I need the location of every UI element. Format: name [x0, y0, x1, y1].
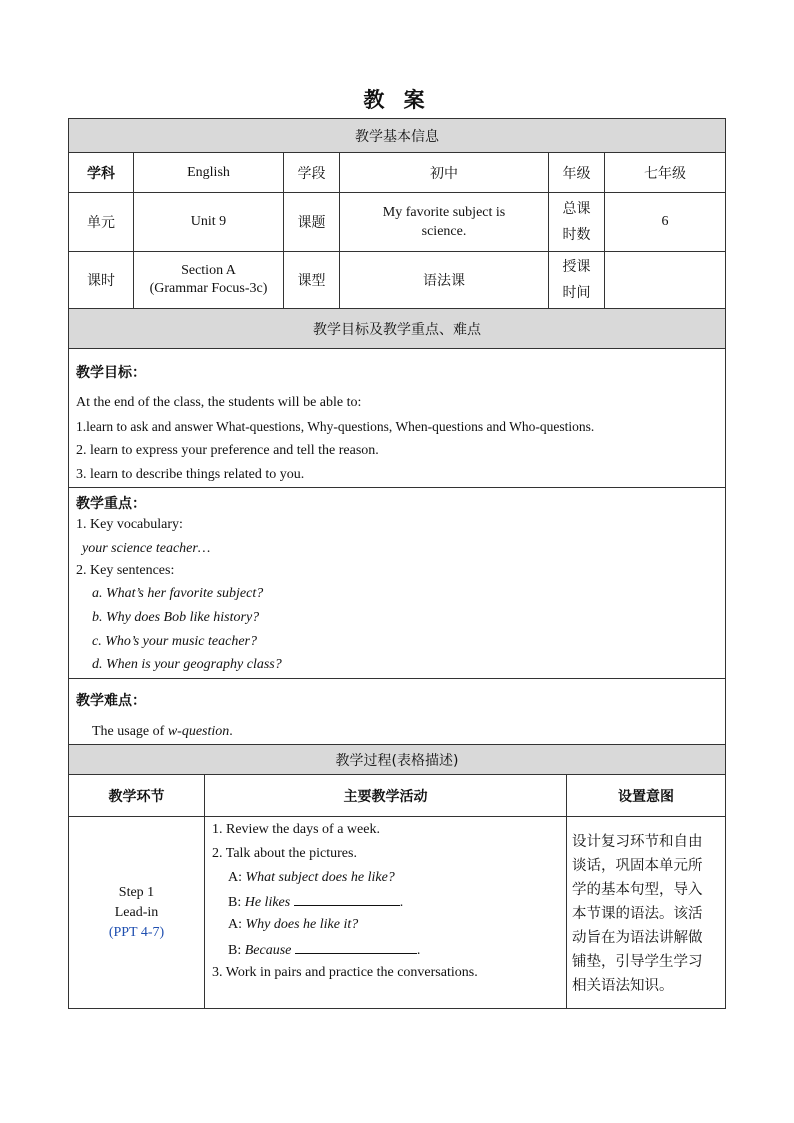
dialogue-prefix: B:: [228, 895, 245, 910]
unit-value: Unit 9: [133, 192, 284, 252]
grade-label: 年级: [548, 152, 605, 193]
topic-value: [339, 192, 549, 252]
dialogue-text: What subject does he like?: [245, 870, 395, 885]
activity-line: 1. Review the days of a week.: [212, 822, 380, 837]
type-label: 课型: [283, 251, 340, 309]
objective-item: 3. learn to describe things related to you.: [76, 467, 305, 482]
unit-label: 单元: [68, 192, 134, 252]
step-ppt: (PPT 4-7): [108, 924, 165, 940]
answer-blank: [294, 893, 400, 906]
taught-time-label: [548, 251, 605, 309]
stage-value: 初中: [339, 152, 549, 193]
key-sentence: c. Who’s your music teacher?: [92, 634, 257, 649]
total-hours-label: [548, 192, 605, 252]
key-points-block: [68, 487, 726, 679]
intent-line: 本节课的语法。该活: [572, 906, 703, 922]
key-sentence: a. What’s her favorite subject?: [92, 586, 264, 601]
section-basic-info-label: 教学基本信息: [355, 128, 439, 145]
dialogue-line: [228, 941, 420, 959]
answer-blank: [295, 941, 417, 954]
key-sentences-label: 2. Key sentences:: [76, 563, 175, 578]
period-value-line-2: (Grammar Focus-3c): [149, 281, 268, 296]
dialogue-text: Because: [244, 943, 292, 958]
key-vocab: your science teacher…: [82, 541, 211, 556]
topic-value-line-2: science.: [421, 224, 467, 239]
key-sentence: d. When is your geography class?: [92, 657, 282, 672]
intent-line: 动旨在为语法讲解做: [572, 930, 703, 946]
taught-time-label-line-1: 授课: [562, 259, 591, 275]
subject-value: English: [133, 152, 284, 193]
process-header-activities: 主要教学活动: [204, 774, 567, 817]
difficulties-text: [92, 724, 233, 740]
taught-time-label-line-2: 时间: [562, 285, 591, 301]
intent-line: 铺垫，引导学生学习: [572, 954, 703, 970]
section-process: [68, 744, 726, 775]
page-title: 教 案: [363, 88, 431, 112]
difficulties-text-prefix: The usage of: [92, 724, 168, 739]
intent-text: [572, 830, 703, 998]
activity-line: 2. Talk about the pictures.: [212, 846, 357, 861]
key-points-label: 教学重点：: [76, 496, 146, 512]
section-process-label: 教学过程(表格描述): [335, 752, 459, 769]
step-stage: Lead-in: [114, 904, 159, 920]
total-hours-label-line-2: 时数: [562, 227, 591, 243]
objectives-label: 教学目标：: [76, 365, 146, 381]
subject-label: 学科: [68, 152, 134, 193]
stage-label: 学段: [283, 152, 340, 193]
objective-item: 2. learn to express your preference and tell the reason.: [76, 443, 379, 458]
objectives-intro: At the end of the class, the students will be able to:: [76, 395, 362, 410]
section-goals-label: 教学目标及教学重点、难点: [313, 321, 481, 338]
step-name: Step 1: [118, 884, 155, 900]
objective-item: 1.learn to ask and answer What-questions, Why-questions, When-questions and Who-questions.: [76, 419, 595, 434]
total-hours-value: 6: [604, 192, 726, 252]
intent-line: 谈话，巩固本单元所: [572, 858, 703, 874]
intent-line: 相关语法知识。: [572, 978, 674, 994]
difficulties-text-italic: w-question: [167, 724, 230, 739]
period-value-line-1: Section A: [181, 263, 236, 278]
topic-value-line-1: My favorite subject is: [382, 205, 506, 220]
intent-line: 设计复习环节和自由: [572, 834, 703, 850]
intent-line: 学的基本句型，导入: [572, 882, 703, 898]
difficulties-label: 教学难点：: [76, 693, 146, 709]
process-header-stage: 教学环节: [68, 774, 205, 817]
topic-label: 课题: [283, 192, 340, 252]
type-value: 语法课: [339, 251, 549, 309]
difficulties-text-suffix: .: [229, 724, 233, 739]
dialogue-text: Why does he like it?: [245, 917, 359, 932]
section-basic-info: [68, 118, 726, 153]
period-value: [133, 251, 284, 309]
total-hours-label-line-1: 总课: [562, 201, 591, 217]
dialogue-text: He likes: [244, 895, 291, 910]
taught-time-value: [604, 251, 726, 309]
section-goals: [68, 308, 726, 349]
process-header-intent: 设置意图: [566, 774, 726, 817]
grade-value: 七年级: [604, 152, 726, 193]
dialogue-line: [228, 893, 403, 911]
blank-period: .: [399, 895, 404, 910]
dialogue-prefix: A:: [228, 870, 246, 885]
dialogue-prefix: B:: [228, 943, 245, 958]
period-label: 课时: [68, 251, 134, 309]
step-cell: [68, 816, 205, 1009]
activity-line: 3. Work in pairs and practice the conversations.: [212, 965, 478, 980]
dialogue-line: [228, 917, 358, 933]
key-vocab-label: 1. Key vocabulary:: [76, 517, 183, 532]
blank-period: .: [416, 943, 421, 958]
key-sentence: b. Why does Bob like history?: [92, 610, 260, 625]
dialogue-prefix: A:: [228, 917, 246, 932]
dialogue-line: [228, 870, 395, 886]
